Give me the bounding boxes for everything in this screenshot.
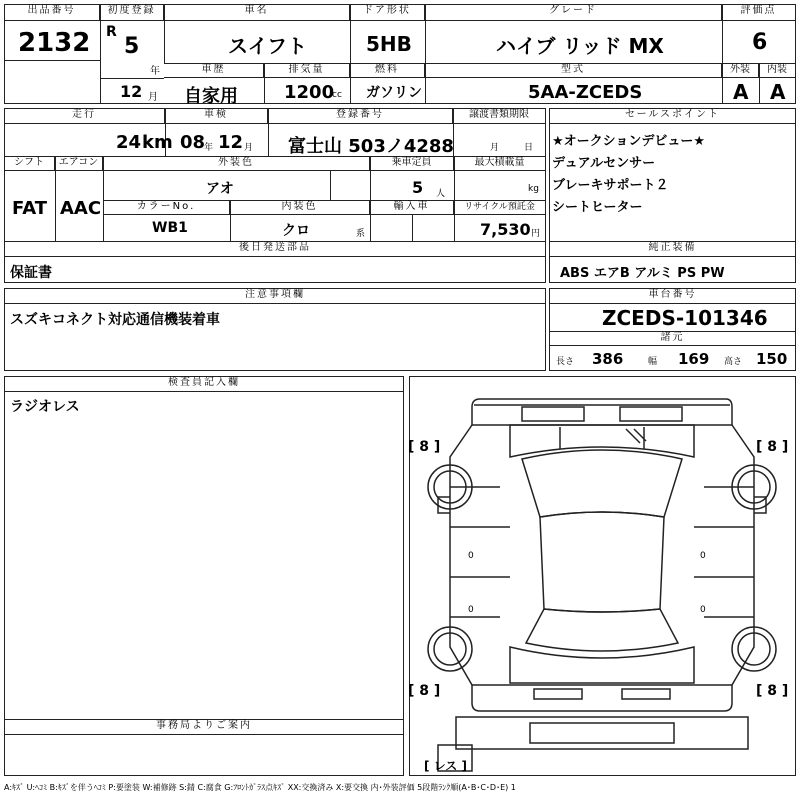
car-diagram-svg [410, 377, 795, 775]
equipment-label: 純正装備 [549, 241, 796, 257]
interior-score: A [770, 80, 786, 104]
exterior-score: A [733, 80, 749, 104]
spare-tire: [ レス ] [424, 759, 467, 773]
model: 5AA-ZCEDS [528, 82, 643, 103]
door-mark-r2: 0 [700, 605, 706, 615]
height: 150 [756, 350, 788, 368]
tire-fl-depth: [ 8 ] [408, 439, 441, 455]
notes: スズキコネクト対応通信機装着車 [10, 312, 220, 328]
person-unit: 人 [436, 189, 446, 199]
tire-rl-depth: [ 8 ] [408, 683, 441, 699]
yen-unit: 円 [531, 229, 541, 239]
series-unit: 系 [356, 229, 366, 239]
ac: AAC [60, 198, 102, 219]
later-parts-label: 後日発送部品 [4, 241, 546, 257]
later-parts: 保証書 [10, 265, 52, 281]
displacement: 1200 [284, 82, 335, 103]
color-no-label: カラーNo. [103, 200, 230, 215]
grade: ハイブ リッド MX [496, 34, 664, 58]
score: 6 [752, 30, 768, 55]
fuel-label: 燃料 [350, 63, 425, 78]
inspector-label: 検査員記入欄 [4, 376, 404, 392]
first-reg-month: 12 [120, 82, 143, 101]
interior-color-label: 内装色 [230, 200, 370, 215]
cc-unit: cc [332, 90, 342, 100]
interior-color: クロ [282, 223, 310, 239]
lot-no: 2132 [18, 28, 91, 58]
lot-no-label: 出品番号 [4, 4, 100, 21]
color: アオ [206, 181, 234, 197]
first-reg-year: 5 [124, 34, 140, 59]
damage-legend: A:ｷｽﾞ U:ﾍｺﾐ B:ｷｽﾞを伴うﾍｺﾐ P:要塗装 W:補修跡 S:錆 C:腐食 G:ﾌﾛﾝﾄｶﾞﾗｽ点ｷｽﾞ XX:交換済み X:要交換 内･外装評価 5段階ﾗﾝｸ順(A･B･C･D･E) 1 [4, 783, 516, 792]
length-label: 長さ [556, 357, 575, 367]
sales-point-2: デュアルセンサー [552, 156, 656, 171]
history-label: 車歴 [164, 63, 264, 78]
shift-label: シフト [4, 156, 55, 171]
displacement-label: 排気量 [264, 63, 350, 78]
month-unit: 月 [148, 92, 158, 103]
width-label: 幅 [648, 357, 658, 367]
door: 5HB [366, 32, 412, 56]
year-unit: 年 [150, 66, 160, 77]
recycle-label: リサイクル預託金 [454, 200, 546, 215]
door-mark-l2: 0 [468, 605, 474, 615]
fuel: ガソリン [366, 85, 422, 101]
car-name-label: 車名 [164, 4, 350, 21]
inspector-note: ラジオレス [10, 399, 80, 415]
door-label: ドア形状 [350, 4, 425, 21]
dimensions-label: 諸元 [549, 331, 796, 346]
recycle: 7,530 [480, 220, 531, 239]
first-reg-label: 初度登録 [100, 4, 164, 21]
score-label: 評価点 [722, 4, 796, 21]
sales-point-3: ブレーキサポート２ [552, 178, 669, 193]
length: 386 [592, 350, 624, 368]
exterior-label: 外装 [722, 63, 759, 78]
sales-point-4: シートヒーター [552, 200, 643, 215]
inspection-label: 車検 [165, 108, 268, 124]
sales-points-label: セールスポイント [549, 108, 796, 124]
door-mark-r1: 0 [700, 551, 706, 561]
capacity-label: 乗車定員 [370, 156, 454, 171]
grade-label: グレード [425, 4, 722, 21]
width: 169 [678, 350, 710, 368]
import-label: 輸入車 [370, 200, 454, 215]
capacity: 5 [412, 178, 424, 197]
shift: FAT [12, 198, 48, 219]
inspector-block [4, 376, 404, 776]
inspection-month-unit: 月 [244, 143, 254, 153]
inspection-year-unit: 年 [204, 143, 214, 153]
color-no: WB1 [152, 220, 188, 236]
mileage-label: 走行 [4, 108, 165, 124]
chassis-number: ZCEDS-101346 [602, 306, 768, 330]
tire-fr-depth: [ 8 ] [756, 439, 789, 455]
tire-rr-depth: [ 8 ] [756, 683, 789, 699]
load-label: 最大積載量 [454, 156, 546, 171]
kg-unit: kg [528, 184, 539, 194]
chassis-label: 車台番号 [549, 288, 796, 304]
color-label: 外装色 [103, 156, 370, 171]
transfer-day: 日 [524, 143, 534, 153]
office-label: 事務局よりご案内 [4, 719, 404, 735]
equipment: ABS エアB アルミ PS PW [560, 266, 725, 281]
transfer-month: 月 [490, 143, 500, 153]
mileage: 24 [116, 132, 142, 153]
plate: 富士山 503ノ4288 [288, 136, 454, 157]
ac-label: エアコン [55, 156, 103, 171]
sales-point-1: ★オークションデビュー★ [552, 134, 706, 149]
model-label: 型式 [425, 63, 722, 78]
km-unit: km [142, 132, 173, 153]
height-label: 高さ [724, 357, 743, 367]
plate-label: 登録番号 [268, 108, 453, 124]
car-name: スイフト [228, 34, 307, 58]
transfer-label: 譲渡書類期限 [453, 108, 546, 124]
notes-label: 注意事項欄 [4, 288, 546, 304]
history: 自家用 [184, 86, 238, 107]
inspection-year: 08 [180, 132, 206, 153]
era-mark: R [106, 24, 117, 40]
interior-label: 内装 [759, 63, 796, 78]
door-mark-l1: 0 [468, 551, 474, 561]
inspection-month: 12 [218, 132, 244, 153]
damage-diagram [409, 376, 796, 776]
